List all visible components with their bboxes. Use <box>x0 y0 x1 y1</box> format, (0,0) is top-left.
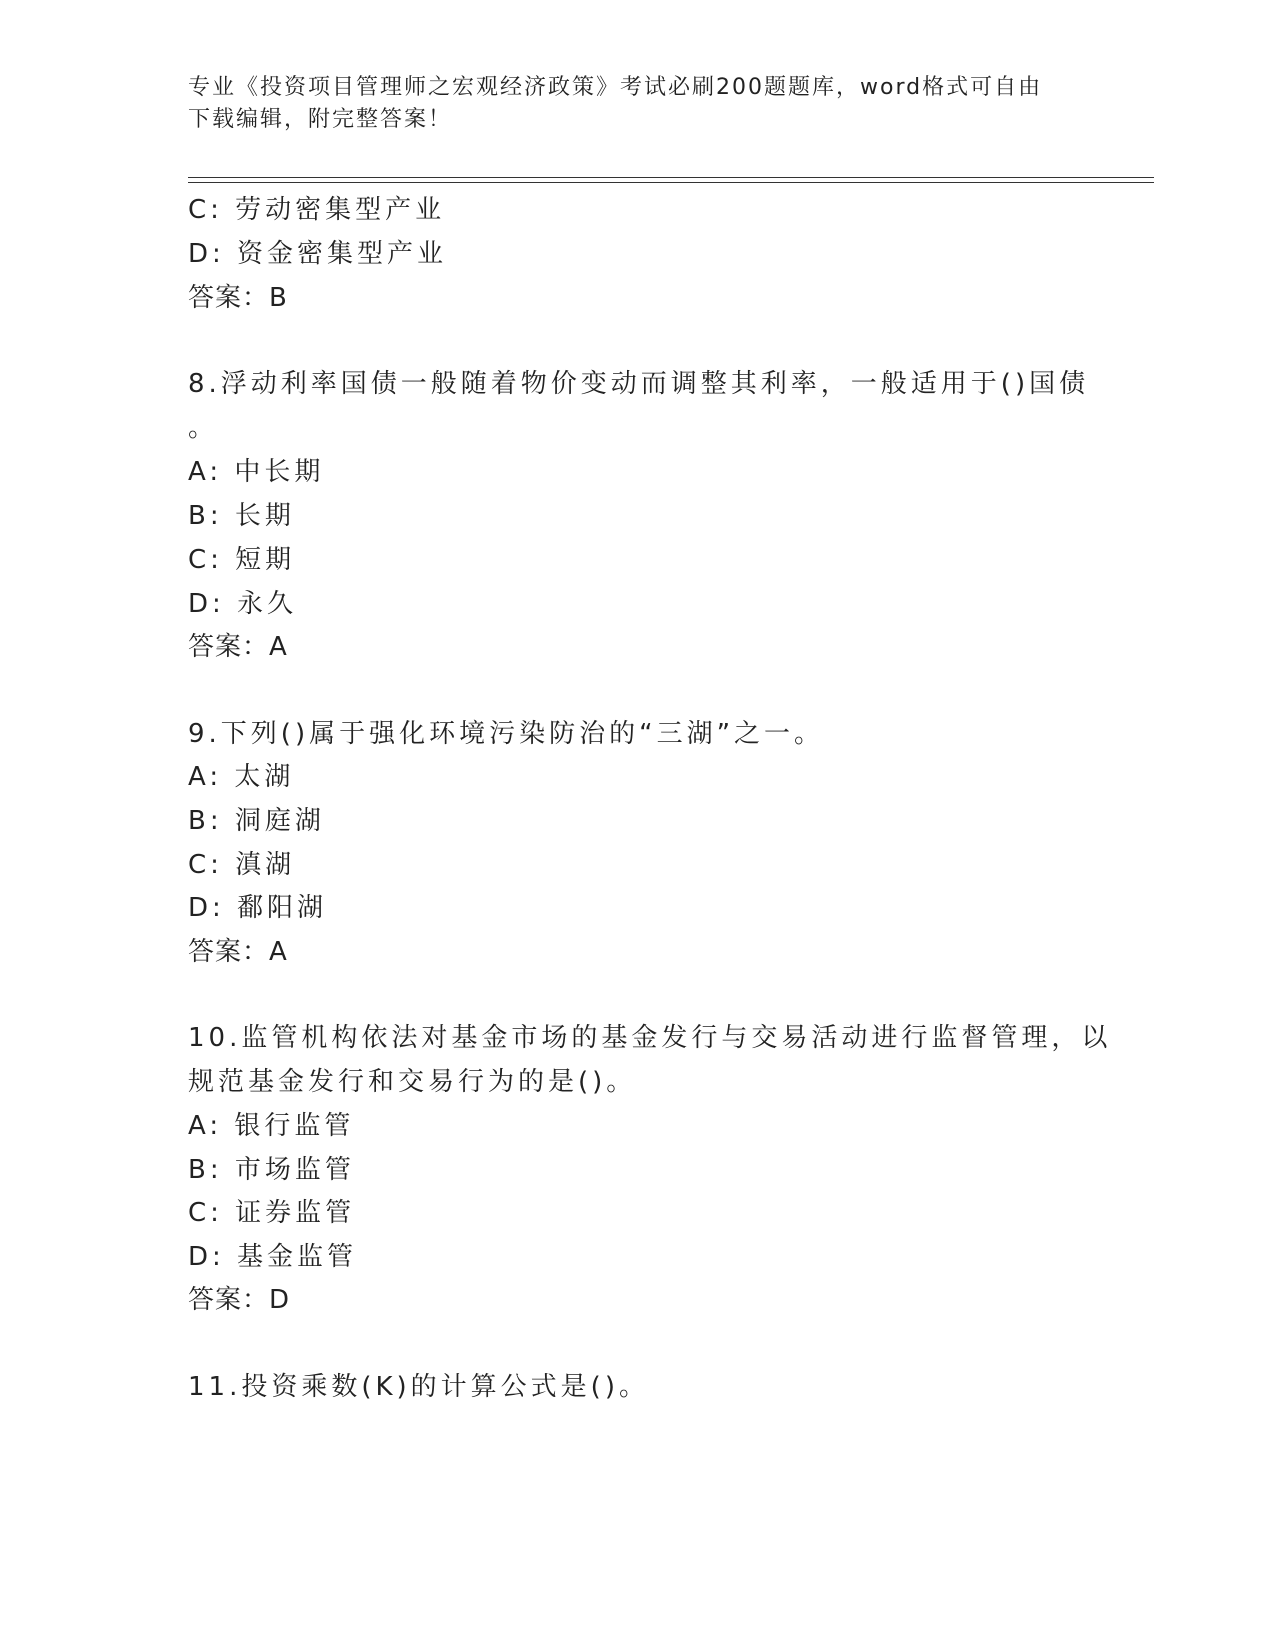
q10-stem-line-1: 10.监管机构依法对基金市场的基金发行与交易活动进行监督管理，以 <box>188 1023 1112 1053</box>
q10-option-c: C: 证券监管 <box>188 1198 356 1228</box>
q7-answer <box>188 281 287 315</box>
answer-label: 答案： <box>188 632 270 662</box>
q9-option-d: D: 鄱阳湖 <box>188 893 328 923</box>
header-line-1: 专业《投资项目管理师之宏观经济政策》考试必刷200题题库，word格式可自由 <box>188 75 1043 100</box>
q8-option-a: A: 中长期 <box>188 457 325 487</box>
q7-option-c: C: 劳动密集型产业 <box>188 195 446 225</box>
answer-value: D <box>269 1285 290 1315</box>
header-divider-bottom <box>188 182 1154 183</box>
q9-answer <box>188 935 287 969</box>
answer-value: A <box>269 632 287 662</box>
q8-option-d: D: 永久 <box>188 589 298 619</box>
header-divider-top <box>188 177 1154 178</box>
document-header <box>188 72 1088 136</box>
q10-answer <box>188 1283 289 1317</box>
q10-stem-line-2: 规范基金发行和交易行为的是()。 <box>188 1067 637 1097</box>
answer-value: B <box>269 283 287 313</box>
answer-label: 答案： <box>188 1285 270 1315</box>
q8-option-b: B: 长期 <box>188 501 295 531</box>
q10-option-b: B: 市场监管 <box>188 1155 355 1185</box>
q9-option-a: A: 太湖 <box>188 762 295 792</box>
q9-option-c: C: 滇湖 <box>188 850 296 880</box>
q11-stem: 11.投资乘数(K)的计算公式是()。 <box>188 1372 649 1402</box>
q8-stem-line-2: 。 <box>188 413 219 443</box>
q10-option-d: D: 基金监管 <box>188 1242 358 1272</box>
q10-option-a: A: 银行监管 <box>188 1111 355 1141</box>
q8-option-c: C: 短期 <box>188 545 296 575</box>
header-line-2: 下载编辑，附完整答案！ <box>188 107 453 132</box>
q9-option-b: B: 洞庭湖 <box>188 806 325 836</box>
answer-value: A <box>269 937 287 967</box>
q7-option-d: D: 资金密集型产业 <box>188 239 448 269</box>
q9-stem: 9.下列()属于强化环境污染防治的“三湖”之一。 <box>188 719 825 749</box>
q8-answer <box>188 630 287 664</box>
answer-label: 答案： <box>188 283 270 313</box>
q8-stem-line-1: 8.浮动利率国债一般随着物价变动而调整其利率，一般适用于()国债 <box>188 369 1090 399</box>
answer-label: 答案： <box>188 937 270 967</box>
